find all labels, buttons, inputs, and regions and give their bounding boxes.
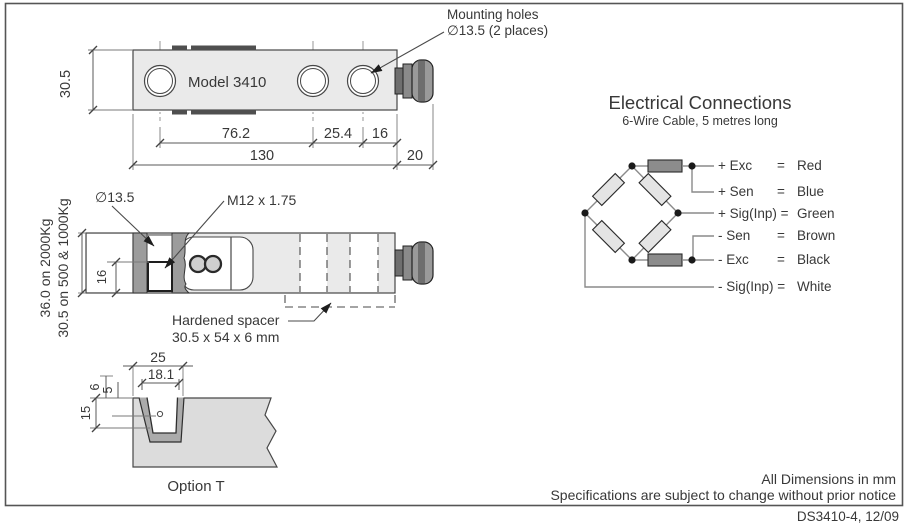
lower-hole-box [148, 262, 172, 291]
electrical-connections [581, 92, 835, 294]
strain-gauge [593, 174, 625, 206]
dim-5: 5 [101, 386, 115, 394]
wire-signal: + Exc [718, 158, 753, 173]
equals-sign: = [777, 158, 785, 173]
spacer-size: 30.5 x 54 x 6 mm [172, 329, 280, 345]
dim-6: 6 [88, 383, 102, 391]
capacity-note: 30.5 on 500 & 1000Kg [55, 198, 71, 338]
bridge-resistor [648, 160, 682, 172]
junction-dot [628, 162, 635, 169]
junction-dot [674, 209, 681, 216]
strain-gauge [593, 221, 625, 253]
junction-dot [581, 209, 588, 216]
clamp-band [133, 233, 147, 293]
thread-label: M12 x 1.75 [227, 192, 297, 208]
footer [550, 471, 899, 524]
model-label: Model 3410 [188, 74, 267, 91]
document-code: DS3410-4, 12/09 [796, 509, 899, 524]
wire-signal: - Exc [718, 252, 749, 267]
strain-gauge [639, 221, 671, 253]
wire-signal: + Sen [718, 184, 754, 199]
pin-circle [190, 256, 206, 272]
electrical-subtitle: 6-Wire Cable, 5 metres long [622, 114, 778, 128]
dim-end: 16 [371, 126, 389, 142]
option-t-view [78, 349, 277, 495]
wire-legend [718, 158, 835, 294]
wire-color: Brown [797, 228, 836, 243]
capacity-note: 36.0 on 2000Kg [37, 218, 53, 318]
side-view [37, 189, 433, 345]
dim-15: 15 [78, 405, 93, 421]
top-view [58, 7, 548, 170]
dim-height: 30.5 [58, 69, 74, 99]
equals-sign: = [777, 228, 785, 243]
dim-gland: 20 [406, 148, 424, 164]
strain-gauge [639, 174, 671, 206]
weld-tab [191, 46, 256, 51]
footer-note: All Dimensions in mm [761, 471, 896, 487]
cable-gland-side [395, 242, 433, 284]
wire-color: Green [797, 206, 835, 221]
wire-signal: - Sig(Inp) = [718, 279, 786, 294]
dim-25: 25 [150, 349, 166, 365]
slot-center-mark [157, 411, 162, 416]
option-t-label: Option T [167, 478, 225, 495]
wire-signal: - Sen [718, 228, 751, 243]
junction-dot [628, 256, 635, 263]
bridge-resistor [648, 254, 682, 266]
dim-hole-span: 76.2 [221, 126, 251, 142]
hole-dia-label: ∅13.5 [95, 189, 135, 205]
wire-signal: + Sig(Inp) = [718, 206, 789, 221]
equals-sign: = [777, 184, 785, 199]
wire-color: Black [797, 252, 831, 267]
weld-tab [191, 110, 256, 115]
wire-color: White [797, 279, 832, 294]
dim-18-1: 18.1 [147, 367, 175, 382]
pin-circle [205, 256, 221, 272]
callout-text: ∅13.5 (2 places) [447, 23, 549, 38]
wire-color: Blue [797, 184, 825, 199]
dim-hole-offset: 25.4 [323, 126, 353, 142]
dim-16: 16 [94, 269, 109, 285]
wheatstone-bridge [581, 160, 714, 287]
junction-dot [688, 256, 695, 263]
spacer-label: Hardened spacer [172, 312, 280, 328]
junction-dot [688, 162, 695, 169]
dim-overall: 130 [249, 148, 275, 164]
upper-hole-box [147, 235, 172, 262]
electrical-title: Electrical Connections [608, 92, 792, 113]
weld-tab [172, 110, 187, 115]
callout-text: Mounting holes [447, 7, 539, 22]
cable-gland-top [395, 60, 433, 102]
footer-disclaimer: Specifications are subject to change without prior notice [550, 487, 896, 503]
weld-tab [172, 46, 187, 51]
wire-color: Red [797, 158, 822, 173]
equals-sign: = [777, 252, 785, 267]
